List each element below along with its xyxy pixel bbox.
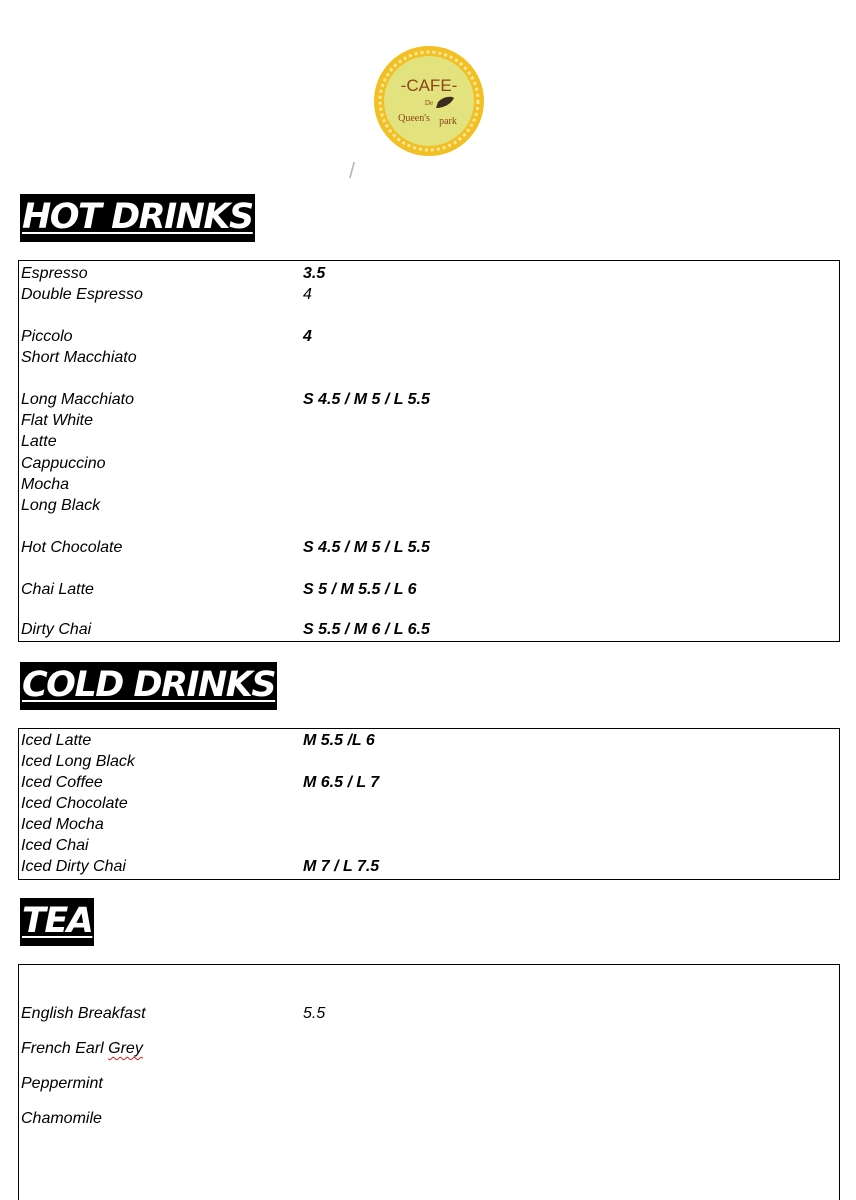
logo-bottom-right-text: park [439, 116, 457, 127]
cold-drinks-heading: COLD DRINKS [20, 662, 277, 710]
menu-item-name: Flat White [21, 412, 94, 429]
menu-item-name: Dirty Chai [21, 621, 92, 638]
menu-item-price: S 4.5 / M 5 / L 5.5 [303, 539, 430, 556]
menu-item-name: French Earl [21, 1040, 109, 1057]
menu-item-name: Iced Latte [21, 732, 92, 749]
menu-item-price: M 7 / L 7.5 [303, 858, 380, 875]
menu-item-name: English Breakfast [21, 1005, 146, 1022]
menu-item-name: Double Espresso [21, 286, 143, 303]
menu-item-price: S 5 / M 5.5 / L 6 [303, 581, 417, 598]
hot-drinks-box [18, 260, 840, 642]
menu-item-name: Chamomile [21, 1110, 102, 1127]
menu-item-name: Iced Coffee [21, 774, 103, 791]
menu-item-name: Piccolo [21, 328, 73, 345]
tea-heading: TEA [20, 898, 94, 946]
menu-item-name: Iced Long Black [21, 753, 135, 770]
cafe-logo [372, 44, 486, 158]
menu-item-name: Long Macchiato [21, 391, 134, 408]
menu-item-price: 3.5 [303, 265, 326, 282]
menu-item-name: Peppermint [21, 1075, 103, 1092]
menu-item-price: M 5.5 /L 6 [303, 732, 375, 749]
menu-item-name: Iced Chocolate [21, 795, 128, 812]
menu-item-price: 5.5 [303, 1005, 326, 1022]
menu-item-name: Mocha [21, 476, 70, 493]
logo-small-text: De [424, 99, 434, 107]
menu-item-price: M 6.5 / L 7 [303, 774, 380, 791]
menu-item-name: Hot Chocolate [21, 539, 123, 556]
menu-item-name: Chai Latte [21, 581, 94, 598]
menu-item-name: Iced Chai [21, 837, 89, 854]
menu-item-name: Long Black [21, 497, 101, 514]
menu-item-name: Latte [21, 433, 57, 450]
cafe-logo-emblem [372, 44, 486, 158]
menu-item-price: S 5.5 / M 6 / L 6.5 [303, 621, 430, 638]
spellcheck-flagged-word: Grey [108, 1040, 143, 1057]
menu-item-name: Espresso [21, 265, 88, 282]
menu-item-name: Iced Mocha [21, 816, 104, 833]
menu-item-price: 4 [303, 328, 312, 345]
hot-drinks-heading: HOT DRINKS [20, 194, 255, 242]
menu-item-name: Cappuccino [21, 455, 106, 472]
logo-top-text: -CAFE- [400, 76, 458, 95]
menu-item-name: Short Macchiato [21, 349, 137, 366]
tea-box [18, 964, 840, 1200]
menu-item-price: 4 [303, 286, 312, 303]
logo-bottom-left-text: Queen's [398, 113, 430, 124]
menu-item-name: Iced Dirty Chai [21, 858, 126, 875]
menu-item-price: S 4.5 / M 5 / L 5.5 [303, 391, 430, 408]
cold-drinks-box [18, 728, 840, 880]
menu-item-name-french-earl-grey [21, 1040, 143, 1058]
stray-mark: / [349, 158, 356, 183]
